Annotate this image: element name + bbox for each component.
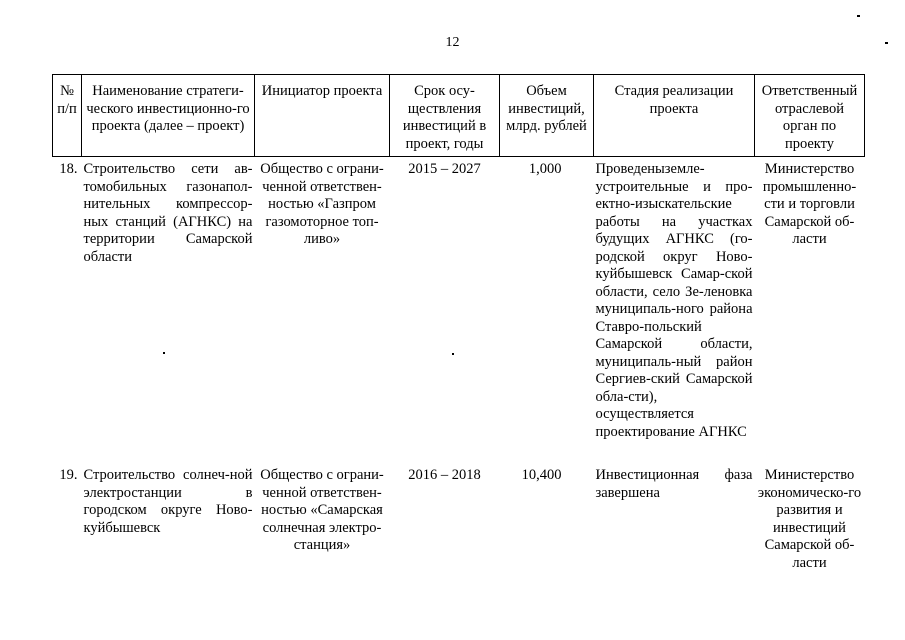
header-authority: Ответственный отраслевой орган по проекту [755, 75, 865, 157]
row-stage: Проведеныземле-устроительные и про-ектно-изыскательские работы на участках будущих АГНКС (го-родской округ Ново-куйбышевск Самар-ской области, село Зе-леновка муниципаль-ного района Ставро-польский Самарской области, муниципаль-ный район Сергиев-ский Самарской обла-сти), осуществляется проектирование АГНКС [595, 161, 753, 440]
scan-speck [163, 352, 165, 354]
row-authority: Министерство экономическо-го развития и инвестиций Самарской об-ласти [757, 467, 862, 571]
header-stage: Стадия реализации проекта [594, 75, 755, 157]
row-num: 19. [59, 467, 78, 483]
row-period: 2016 – 2018 [408, 467, 481, 483]
table-row [53, 463, 865, 572]
header-row [53, 75, 865, 157]
scan-speck [885, 42, 888, 44]
row-project-name: Строительство солнеч-ной электростанции в городском округе Ново-куйбышевск [83, 467, 253, 536]
row-initiator: Общество с ограни-ченной ответствен-ностью «Газпром газомоторное топ-ливо» [260, 161, 384, 247]
row-volume: 10,400 [521, 467, 562, 483]
header-num: № п/п [53, 75, 82, 157]
row-authority: Министерство промышленно-сти и торговли Самарской об-ласти [762, 161, 857, 247]
investment-projects-table [52, 74, 865, 572]
header-initiator: Инициатор проекта [255, 75, 390, 157]
table-row [53, 157, 865, 464]
scan-speck [452, 353, 454, 355]
row-period: 2015 – 2027 [408, 161, 481, 177]
row-initiator: Общество с ограни-ченной ответствен-ностью «Самарская солнечная электро-станция» [260, 467, 384, 553]
row-stage: Инвестиционная фаза завершена [595, 467, 753, 501]
row-project-name: Строительство сети ав-томобильных газонапол-нительных компрессор-ных станций (АГНКС) на территории Самарской области [83, 161, 253, 265]
header-volume: Объем инвестиций, млрд. рублей [500, 75, 594, 157]
page-number: 12 [445, 35, 460, 50]
row-num: 18. [59, 161, 78, 177]
header-period: Срок осу-ществления инвестиций в проект, годы [390, 75, 500, 157]
row-volume: 1,000 [528, 161, 562, 177]
scan-speck [857, 15, 860, 17]
header-project-name: Наименование стратеги-ческого инвестиционно-го проекта (далее – проект) [82, 75, 255, 157]
